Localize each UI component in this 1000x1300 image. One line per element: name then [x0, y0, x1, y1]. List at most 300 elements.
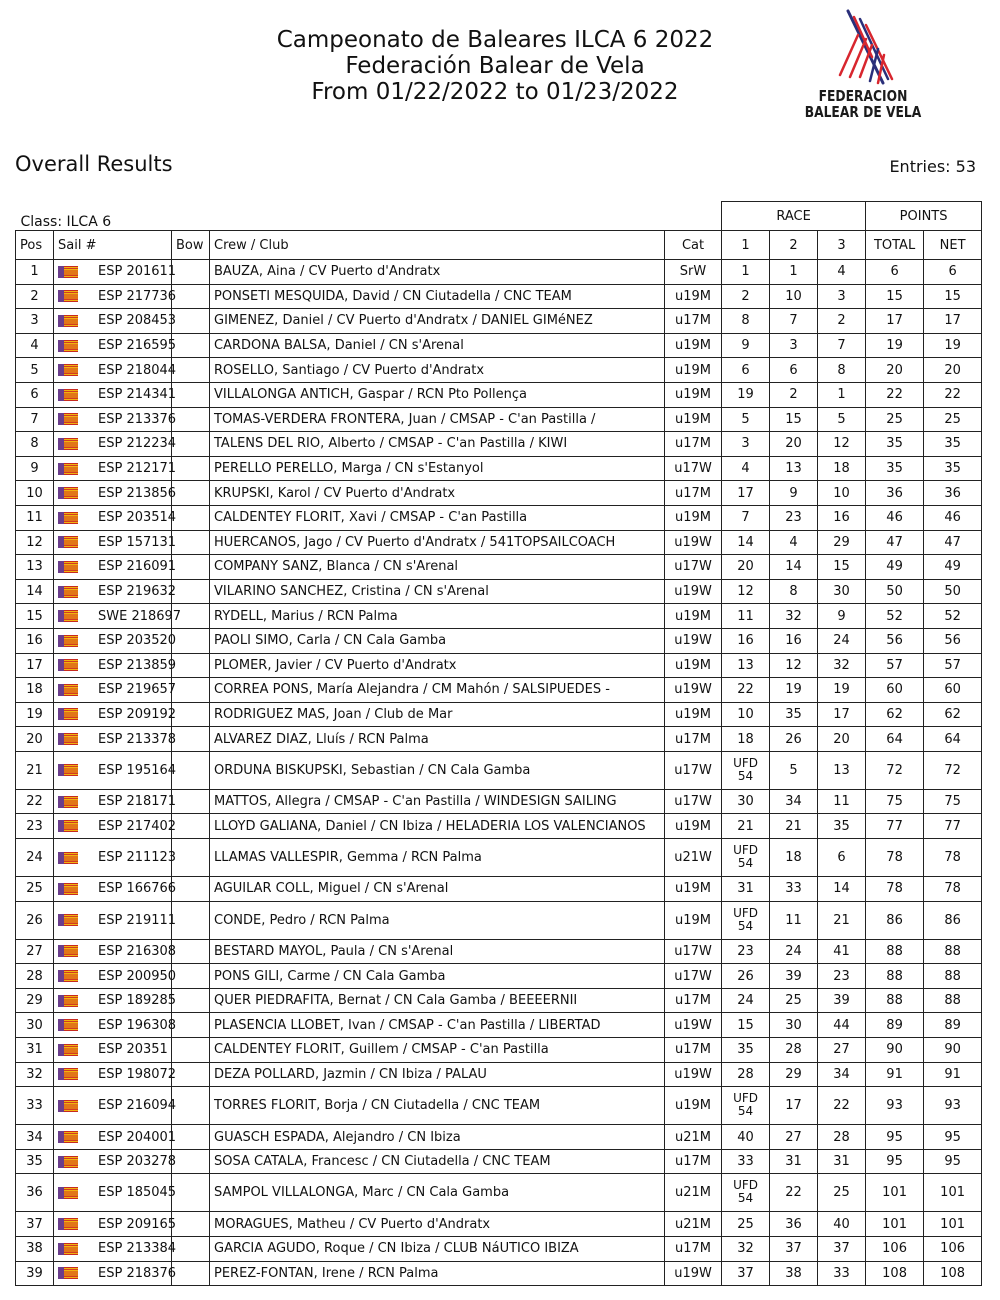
cell-crew-club-text: GIMENEZ, Daniel / CV Puerto d'Andratx / DANIEL GIMéNEZ	[214, 313, 593, 329]
cell-sail	[54, 1149, 177, 1174]
col-race-2: 2	[770, 231, 818, 260]
cell-bow	[172, 1125, 210, 1150]
flag-icon	[58, 266, 78, 278]
cell-sail-text: ESP 212171	[98, 461, 177, 477]
cell-cat-text: u19M	[675, 338, 712, 354]
cell-pos	[16, 628, 54, 653]
cell-total	[866, 309, 924, 334]
cell-race-1	[722, 432, 770, 457]
cell-bow	[172, 1062, 210, 1087]
cell-race-2-text: 24	[785, 943, 802, 959]
cell-race-1-text: 37	[737, 1265, 754, 1281]
cell-cat-text: u19W	[674, 1017, 712, 1033]
cell-race-3-text: 1	[837, 387, 846, 403]
cell-total-text: 52	[886, 608, 903, 624]
cell-cat	[665, 939, 722, 964]
cell-race-1	[722, 1125, 770, 1150]
cell-bow	[172, 839, 210, 877]
cell-bow	[172, 653, 210, 678]
cell-race-3	[818, 653, 866, 678]
cell-net-text: 22	[944, 387, 961, 403]
cell-race-2-text: 6	[789, 362, 798, 378]
cell-total	[866, 555, 924, 580]
flag-icon	[58, 820, 78, 832]
cell-race-3	[818, 988, 866, 1013]
cell-race-2-text: 32	[785, 608, 802, 624]
cell-race-1	[722, 1261, 770, 1286]
cell-race-2	[770, 333, 818, 358]
organizer-title: Federación Balear de Vela	[345, 53, 645, 79]
cell-total-text: 88	[886, 968, 903, 984]
cell-bow	[172, 702, 210, 727]
cell-sail-text: ESP 209165	[98, 1216, 177, 1232]
cell-bow	[172, 407, 210, 432]
cell-crew-club	[210, 309, 665, 334]
cell-bow	[172, 964, 210, 989]
cell-pos	[16, 751, 54, 789]
cell-net	[924, 432, 982, 457]
cell-bow	[172, 579, 210, 604]
cell-race-2	[770, 988, 818, 1013]
cell-cat	[665, 260, 722, 285]
cell-net-text: 90	[944, 1042, 961, 1058]
cell-race-1	[722, 939, 770, 964]
cell-cat-text: u19W	[674, 682, 712, 698]
cell-crew-club-text: PLASENCIA LLOBET, Ivan / CMSAP - C'an Pastilla / LIBERTAD	[214, 1017, 601, 1033]
flag-icon	[58, 389, 78, 401]
cell-race-2-text: 10	[785, 288, 802, 304]
cell-cat-text: u19W	[674, 534, 712, 550]
cell-race-3-text: 10	[833, 485, 850, 501]
cell-crew-club-text: CONDE, Pedro / RCN Palma	[214, 912, 390, 928]
cell-pos-text: 32	[26, 1066, 43, 1082]
cell-net-text: 108	[940, 1265, 965, 1281]
cell-total-text: 22	[886, 387, 903, 403]
cell-race-3	[818, 1237, 866, 1262]
cell-pos	[16, 1013, 54, 1038]
cell-pos-text: 8	[30, 436, 39, 452]
cell-sail-text: ESP 20351	[98, 1042, 168, 1058]
cell-race-2-text: 34	[785, 794, 802, 810]
cell-total	[866, 358, 924, 383]
cell-race-2	[770, 1149, 818, 1174]
cell-race-2-text: 2	[789, 387, 798, 403]
flag-icon	[58, 1044, 78, 1056]
cell-pos	[16, 1261, 54, 1286]
cell-race-1	[722, 358, 770, 383]
cell-cat	[665, 1174, 722, 1212]
cell-cat	[665, 1237, 722, 1262]
cell-cat	[665, 1013, 722, 1038]
cell-pos-text: 1	[30, 264, 39, 280]
cell-crew-club	[210, 702, 665, 727]
cell-crew-club-text: COMPANY SANZ, Blanca / CN s'Arenal	[214, 559, 459, 575]
cell-race-1	[722, 579, 770, 604]
entries-count: Entries: 53	[889, 157, 976, 176]
cell-bow	[172, 1261, 210, 1286]
cell-race-1-text: 12	[737, 584, 754, 600]
cell-pos	[16, 1149, 54, 1174]
col-net: NET	[924, 231, 982, 260]
cell-total	[866, 1038, 924, 1063]
cell-race-1-text: 4	[741, 461, 750, 477]
cell-sail-text: ESP 216094	[98, 1098, 177, 1114]
table-row	[16, 678, 982, 703]
cell-sail	[54, 358, 177, 383]
cell-sail-text: ESP 166766	[98, 881, 177, 897]
cell-crew-club	[210, 1237, 665, 1262]
flag-icon	[58, 635, 78, 647]
cell-race-1	[722, 789, 770, 814]
cell-total-text: 78	[886, 881, 903, 897]
cell-total	[866, 1149, 924, 1174]
cell-race-2-text: 1	[789, 264, 798, 280]
cell-net-text: 78	[944, 881, 961, 897]
cell-cat-text: u19M	[675, 881, 712, 897]
cell-race-1-text: 33	[737, 1154, 754, 1170]
cell-net	[924, 530, 982, 555]
cell-net-text: 72	[944, 762, 961, 778]
table-row	[16, 1212, 982, 1237]
cell-race-3-text: 34	[833, 1066, 850, 1082]
cell-sail	[54, 604, 182, 629]
cell-pos-text: 11	[26, 510, 43, 526]
flag-icon	[58, 1019, 78, 1031]
cell-cat	[665, 382, 722, 407]
cell-cat-text: u19W	[674, 584, 712, 600]
cell-sail-text: ESP 211123	[98, 850, 177, 866]
flag-icon	[58, 1131, 78, 1143]
cell-bow	[172, 358, 210, 383]
cell-crew-club-text: TALENS DEL RIO, Alberto / CMSAP - C'an Pastilla / KIWI	[214, 436, 568, 452]
cell-cat-text: u17M	[675, 1042, 712, 1058]
results-title: Overall Results	[15, 152, 173, 176]
cell-race-3-text: 30	[833, 584, 850, 600]
cell-bow	[172, 628, 210, 653]
table-row	[16, 1087, 982, 1125]
cell-race-1-text: 11	[737, 608, 754, 624]
cell-sail-text: ESP 217402	[98, 818, 177, 834]
cell-net-text: 47	[944, 534, 961, 550]
cell-sail	[54, 727, 177, 752]
cell-bow	[172, 382, 210, 407]
cell-race-2	[770, 789, 818, 814]
cell-pos	[16, 1125, 54, 1150]
cell-crew-club	[210, 604, 665, 629]
cell-race-2	[770, 382, 818, 407]
cell-pos	[16, 964, 54, 989]
cell-race-2-text: 11	[785, 912, 802, 928]
cell-sail-text: ESP 201611	[98, 264, 177, 280]
cell-net	[924, 653, 982, 678]
cell-sail-text: ESP 209192	[98, 706, 177, 722]
cell-pos-text: 38	[26, 1241, 43, 1257]
cell-race-3	[818, 407, 866, 432]
cell-sail-text: ESP 189285	[98, 993, 177, 1009]
flag-icon	[58, 945, 78, 957]
cell-cat-text: u19M	[675, 510, 712, 526]
cell-net-text: 62	[944, 706, 961, 722]
cell-race-3-text: 40	[833, 1216, 850, 1232]
cell-crew-club	[210, 814, 665, 839]
cell-net	[924, 1013, 982, 1038]
cell-total	[866, 839, 924, 877]
cell-race-2-text: 26	[785, 731, 802, 747]
cell-net-text: 95	[944, 1129, 961, 1145]
cell-pos-text: 23	[26, 818, 43, 834]
cell-race-1	[722, 1174, 770, 1212]
cell-race-3-text: 17	[833, 706, 850, 722]
cell-pos	[16, 530, 54, 555]
cell-crew-club-text: BAUZA, Aina / CV Puerto d'Andratx	[214, 264, 441, 280]
cell-race-2	[770, 1212, 818, 1237]
cell-crew-club-text: SAMPOL VILLALONGA, Marc / CN Cala Gamba	[214, 1185, 510, 1201]
cell-pos-text: 13	[26, 559, 43, 575]
cell-sail	[54, 877, 177, 902]
cell-bow	[172, 505, 210, 530]
cell-race-1	[722, 333, 770, 358]
cell-total-text: 62	[886, 706, 903, 722]
cell-cat	[665, 988, 722, 1013]
cell-pos	[16, 814, 54, 839]
cell-sail	[54, 702, 177, 727]
cell-cat	[665, 814, 722, 839]
cell-cat-text: u21M	[675, 1216, 712, 1232]
cell-race-1-text: 19	[737, 387, 754, 403]
cell-race-2-text: 3	[789, 338, 798, 354]
cell-net	[924, 789, 982, 814]
cell-total	[866, 1174, 924, 1212]
event-title: Campeonato de Baleares ILCA 6 2022	[276, 27, 714, 53]
cell-race-2	[770, 939, 818, 964]
cell-crew-club-text: MATTOS, Allegra / CMSAP - C'an Pastilla / WINDESIGN SAILING	[214, 794, 617, 810]
cell-total	[866, 530, 924, 555]
cell-race-3-text: 7	[837, 338, 846, 354]
table-row	[16, 555, 982, 580]
cell-cat-text: u17M	[675, 485, 712, 501]
cell-race-3	[818, 456, 866, 481]
cell-crew-club	[210, 1062, 665, 1087]
cell-race-1-text: UFD 54	[733, 755, 759, 783]
cell-cat	[665, 604, 722, 629]
table-row	[16, 1038, 982, 1063]
cell-cat-text: u19M	[675, 288, 712, 304]
cell-race-1-text: 8	[741, 313, 750, 329]
cell-race-3	[818, 901, 866, 939]
cell-sail-text: ESP 213384	[98, 1241, 177, 1257]
cell-pos-text: 18	[26, 682, 43, 698]
cell-race-3	[818, 481, 866, 506]
cell-crew-club	[210, 678, 665, 703]
table-row	[16, 939, 982, 964]
flag-icon	[58, 1187, 78, 1199]
cell-race-1	[722, 1212, 770, 1237]
cell-race-3	[818, 1038, 866, 1063]
cell-race-2-text: 4	[789, 534, 798, 550]
cell-race-3	[818, 702, 866, 727]
cell-cat-text: u19W	[674, 1265, 712, 1281]
cell-crew-club-text: CALDENTEY FLORIT, Xavi / CMSAP - C'an Pastilla	[214, 510, 528, 526]
cell-crew-club-text: ALVAREZ DIAZ, Lluís / RCN Palma	[214, 731, 429, 747]
cell-cat-text: u17W	[674, 943, 712, 959]
cell-total-text: 101	[882, 1185, 907, 1201]
cell-total-text: 95	[886, 1129, 903, 1145]
cell-total-text: 6	[890, 264, 899, 280]
cell-crew-club-text: CORREA PONS, María Alejandra / CM Mahón / SALSIPUEDES -	[214, 682, 610, 698]
cell-race-3-text: 28	[833, 1129, 850, 1145]
flag-icon	[58, 708, 78, 720]
cell-pos-text: 22	[26, 794, 43, 810]
flag-icon	[58, 561, 78, 573]
cell-total	[866, 628, 924, 653]
cell-race-2-text: 30	[785, 1017, 802, 1033]
cell-net-text: 57	[944, 657, 961, 673]
table-row	[16, 432, 982, 457]
cell-bow	[172, 678, 210, 703]
cell-sail	[54, 839, 177, 877]
cell-crew-club	[210, 839, 665, 877]
cell-crew-club	[210, 555, 665, 580]
flag-icon	[58, 796, 78, 808]
table-row	[16, 653, 982, 678]
cell-race-2	[770, 839, 818, 877]
cell-cat-text: u19M	[675, 362, 712, 378]
cell-cat	[665, 1038, 722, 1063]
cell-net-text: 93	[944, 1098, 961, 1114]
cell-pos-text: 7	[30, 411, 39, 427]
cell-race-1-text: 13	[737, 657, 754, 673]
cell-net-text: 89	[944, 1017, 961, 1033]
cell-total	[866, 1261, 924, 1286]
cell-cat	[665, 505, 722, 530]
cell-net	[924, 604, 982, 629]
cell-race-2-text: 33	[785, 881, 802, 897]
cell-race-1-text: 40	[737, 1129, 754, 1145]
cell-crew-club	[210, 1261, 665, 1286]
table-row	[16, 1261, 982, 1286]
cell-pos-text: 35	[26, 1154, 43, 1170]
cell-pos-text: 36	[26, 1185, 43, 1201]
cell-pos	[16, 579, 54, 604]
cell-race-2-text: 13	[785, 461, 802, 477]
cell-cat	[665, 702, 722, 727]
cell-cat-text: u17W	[674, 461, 712, 477]
cell-sail	[54, 939, 177, 964]
cell-cat	[665, 653, 722, 678]
cell-pos-text: 20	[26, 731, 43, 747]
flag-icon	[58, 1267, 78, 1279]
cell-race-1-text: 18	[737, 731, 754, 747]
cell-total	[866, 1062, 924, 1087]
cell-race-3	[818, 789, 866, 814]
cell-bow	[172, 901, 210, 939]
cell-race-2	[770, 260, 818, 285]
cell-race-3-text: 39	[833, 993, 850, 1009]
cell-pos	[16, 877, 54, 902]
cell-total-text: 86	[886, 912, 903, 928]
flag-icon	[58, 659, 78, 671]
group-header-row	[16, 202, 982, 231]
column-header-row	[16, 231, 982, 260]
cell-race-1-text: 24	[737, 993, 754, 1009]
cell-sail	[54, 964, 177, 989]
cell-total	[866, 901, 924, 939]
cell-crew-club-text: GARCIA AGUDO, Roque / CN Ibiza / CLUB NáUTICO IBIZA	[214, 1241, 579, 1257]
cell-race-1	[722, 727, 770, 752]
cell-pos	[16, 702, 54, 727]
cell-crew-club	[210, 481, 665, 506]
cell-bow	[172, 1212, 210, 1237]
cell-race-3-text: 6	[837, 850, 846, 866]
cell-bow	[172, 1149, 210, 1174]
cell-crew-club	[210, 333, 665, 358]
cell-sail	[54, 382, 177, 407]
cell-race-1-text: 16	[737, 633, 754, 649]
cell-race-2	[770, 678, 818, 703]
cell-cat	[665, 789, 722, 814]
table-row	[16, 358, 982, 383]
flag-icon	[58, 733, 78, 745]
cell-cat	[665, 1087, 722, 1125]
col-race-1: 1	[722, 231, 770, 260]
cell-race-1-text: 28	[737, 1066, 754, 1082]
cell-race-3	[818, 284, 866, 309]
cell-race-2	[770, 530, 818, 555]
cell-net-text: 101	[940, 1185, 965, 1201]
cell-total-text: 57	[886, 657, 903, 673]
cell-total-text: 64	[886, 731, 903, 747]
cell-total	[866, 877, 924, 902]
cell-crew-club-text: PONS GILI, Carme / CN Cala Gamba	[214, 968, 446, 984]
col-race-3: 3	[818, 231, 866, 260]
cell-race-2-text: 21	[785, 818, 802, 834]
cell-cat	[665, 678, 722, 703]
cell-crew-club	[210, 727, 665, 752]
cell-crew-club-text: TORRES FLORIT, Borja / CN Ciutadella / CNC TEAM	[214, 1098, 541, 1114]
cell-cat-text: u17M	[675, 313, 712, 329]
cell-race-1	[722, 505, 770, 530]
table-row	[16, 260, 982, 285]
cell-race-2-text: 29	[785, 1066, 802, 1082]
col-bow: Bow	[172, 231, 210, 260]
cell-race-3	[818, 309, 866, 334]
table-row	[16, 751, 982, 789]
cell-total-text: 90	[886, 1042, 903, 1058]
cell-cat	[665, 751, 722, 789]
class-label: Class: ILCA 6	[16, 202, 722, 231]
cell-race-3-text: 27	[833, 1042, 850, 1058]
cell-race-2-text: 5	[789, 762, 798, 778]
cell-crew-club	[210, 1125, 665, 1150]
cell-net-text: 25	[944, 411, 961, 427]
cell-race-3	[818, 1062, 866, 1087]
cell-bow	[172, 1013, 210, 1038]
cell-bow	[172, 555, 210, 580]
cell-sail	[54, 1174, 177, 1212]
cell-pos	[16, 284, 54, 309]
cell-race-2	[770, 814, 818, 839]
cell-sail-text: ESP 216308	[98, 943, 177, 959]
cell-sail	[54, 456, 177, 481]
cell-sail-text: ESP 185045	[98, 1185, 177, 1201]
cell-total-text: 101	[882, 1216, 907, 1232]
cell-sail-text: ESP 195164	[98, 762, 177, 778]
cell-bow	[172, 1174, 210, 1212]
cell-total-text: 78	[886, 850, 903, 866]
cell-sail-text: ESP 200950	[98, 968, 177, 984]
cell-race-3-text: 25	[833, 1185, 850, 1201]
cell-cat	[665, 358, 722, 383]
